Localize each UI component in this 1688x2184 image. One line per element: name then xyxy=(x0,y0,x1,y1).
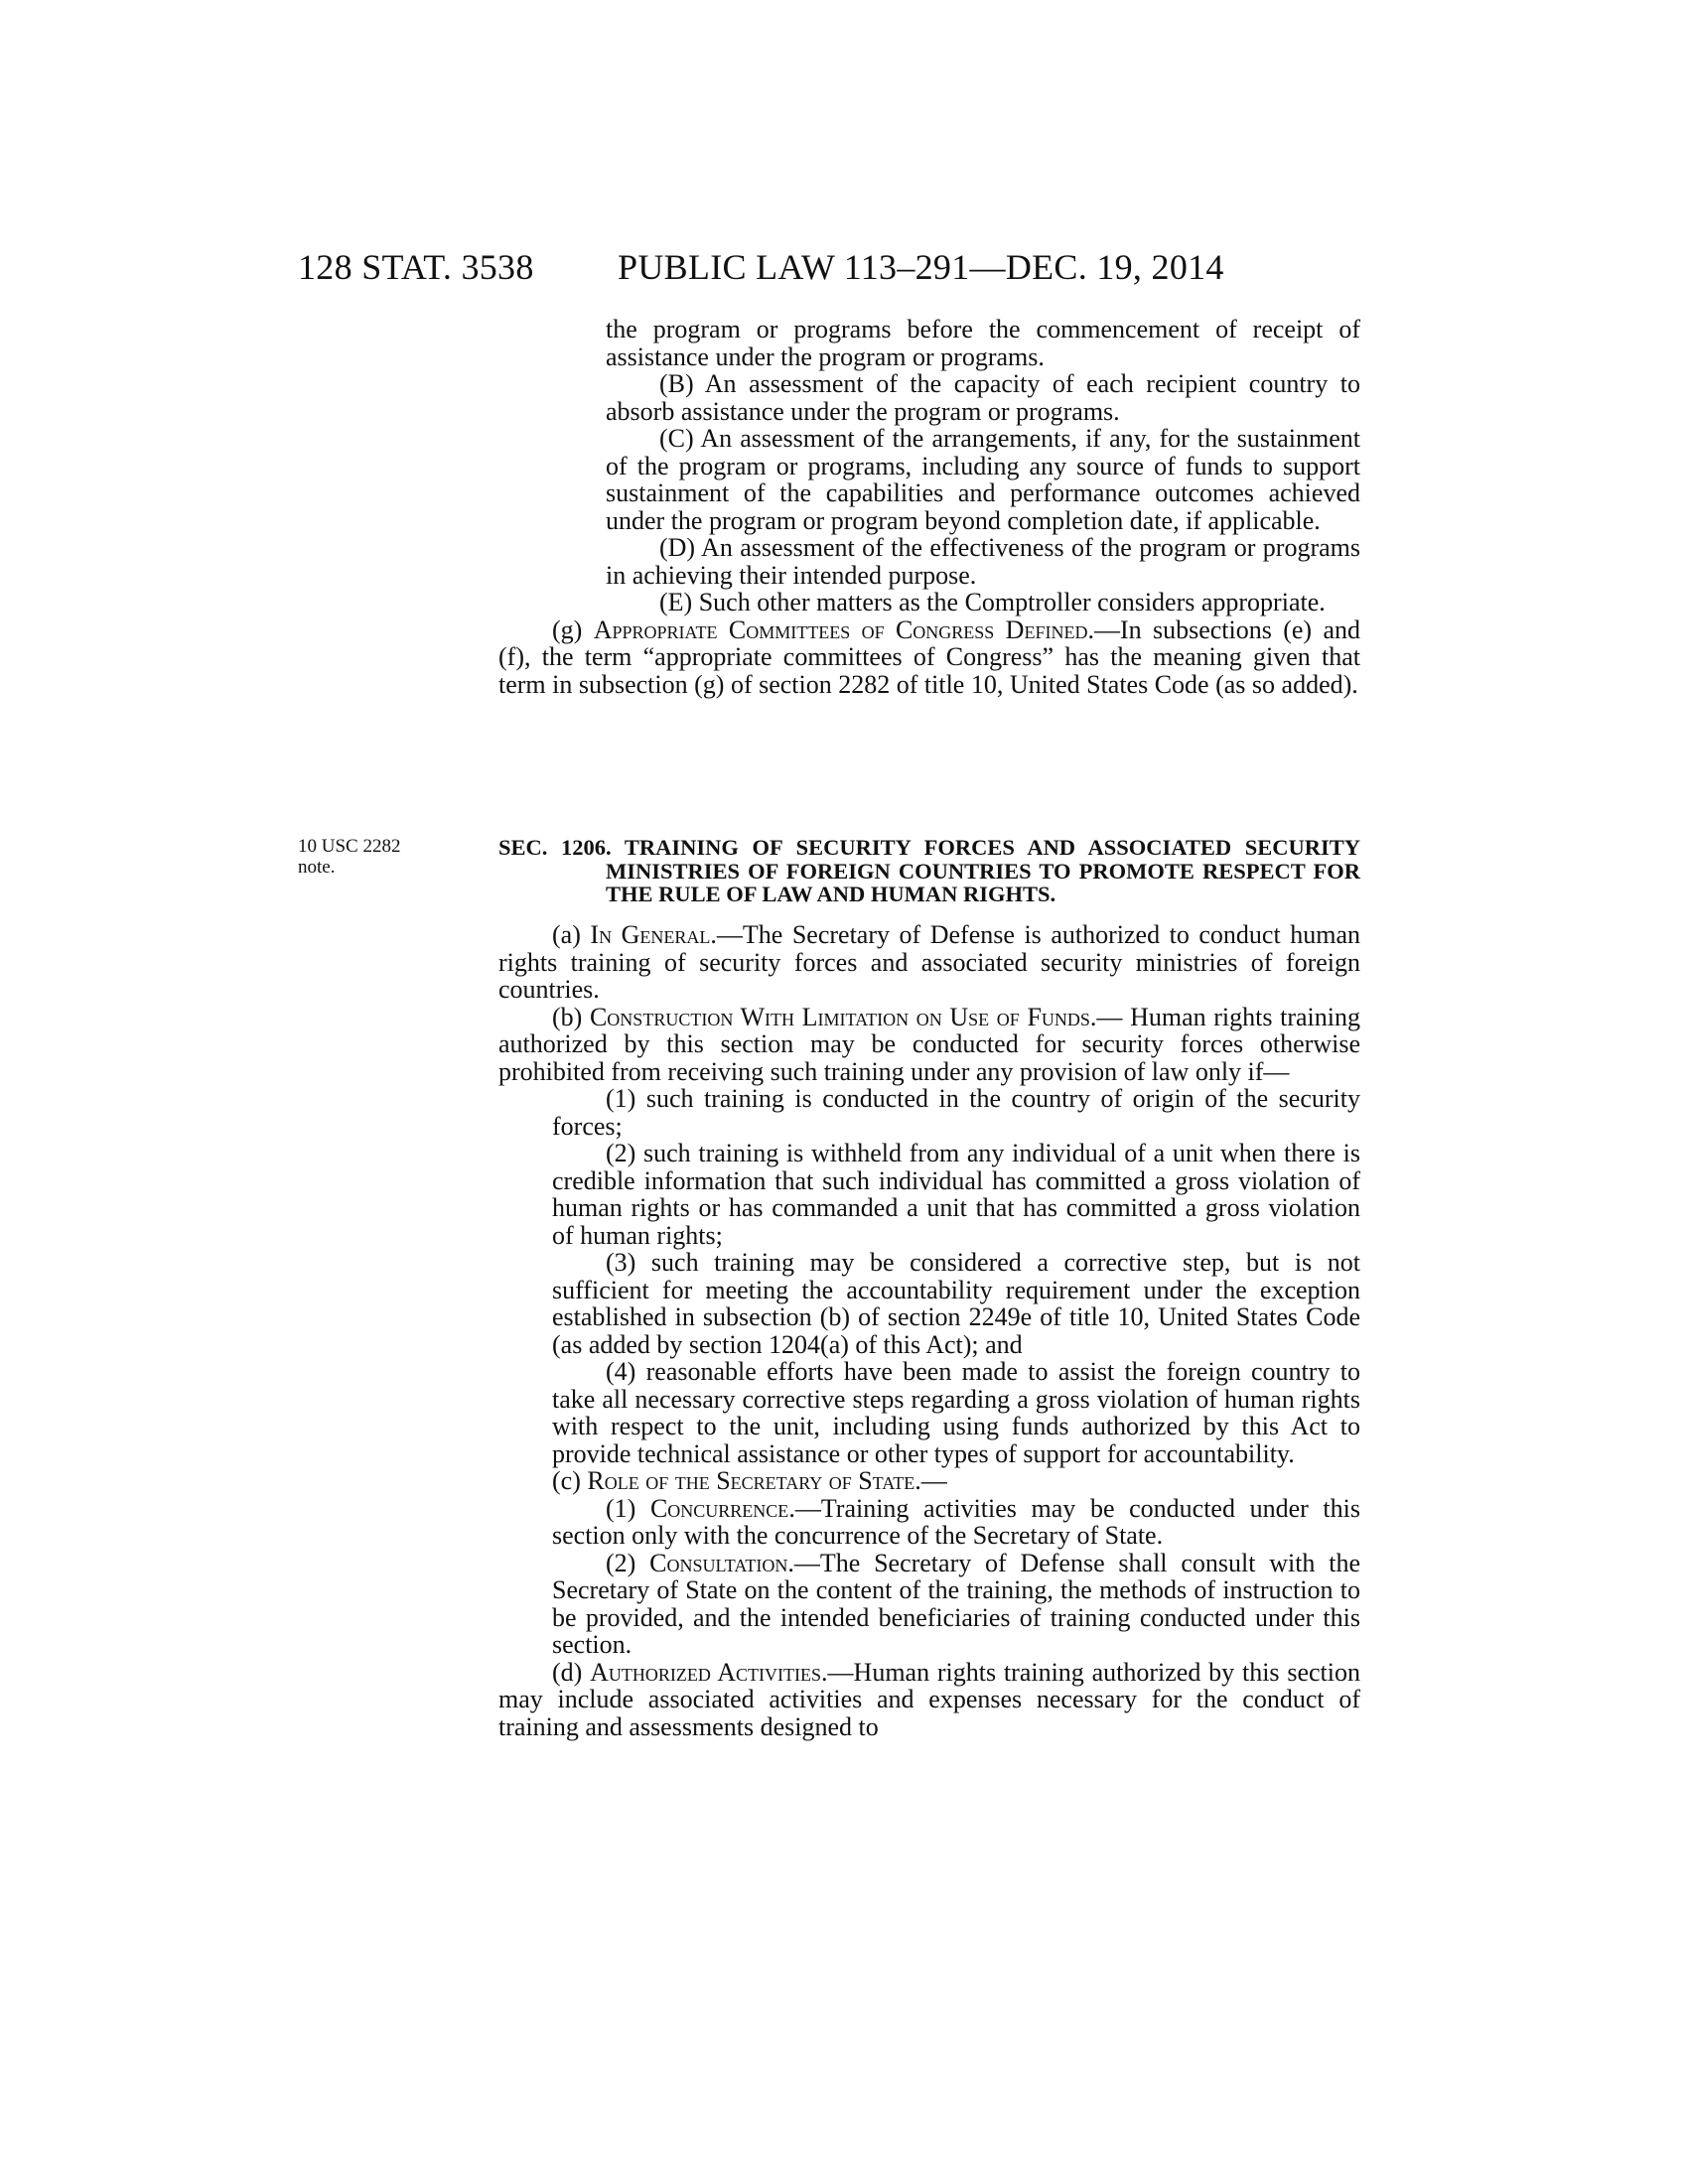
paragraph-b3: (3) such training may be considered a corrective step, but is not sufficient for meeting the accountability requirement under the exception established in subsection (b) of section 2249e of title 10, United States Code (as added by section 1204(a) of this Act); and xyxy=(552,1248,1360,1359)
subsection-a-text: .—The Secretary of Defense is authorized to conduct human rights training of security forces and associated security ministries of foreign countries. xyxy=(498,920,1360,1004)
paragraph-continuation: the program or programs before the commencement of receipt of assistance under the program or programs. xyxy=(606,315,1360,371)
subsection-g-lead: (g) xyxy=(552,614,594,644)
subsection-a-heading: In General xyxy=(590,920,711,949)
section-heading: SEC. 1206. TRAINING OF SECURITY FORCES AND ASSOCIATED SECURITY MINISTRIES OF FOREIGN COUNTRIES TO PROMOTE RESPECT FOR THE RULE OF LAW AND HUMAN RIGHTS. xyxy=(498,835,1360,906)
paragraph-c2 xyxy=(498,1550,1360,1659)
subsection-g-text: .—In subsections (e) and (f), the term “appropriate committees of Congress” has the meaning given that term in subsection (g) of section 2282 of title 10, United States Code (as so added). xyxy=(498,614,1360,699)
paragraph-c2-text: .—The Secretary of Defense shall consult with the Secretary of State on the content of the training, the methods of instruction to be provided, and the intended beneficiaries of training conducted under this section. xyxy=(552,1548,1360,1659)
section-1206 xyxy=(498,836,1360,906)
subsection-d-lead: (d) xyxy=(552,1657,591,1687)
continuation-text xyxy=(498,316,1360,698)
paragraph-D: (D) An assessment of the effectiveness of the program or programs in achieving their intended purpose. xyxy=(606,533,1360,590)
paragraph-c1-text: .—Training activities may be conducted under this section only with the concurrence of the Secretary of State. xyxy=(552,1493,1360,1550)
paragraph-B: (B) An assessment of the capacity of each recipient country to absorb assistance under the program or programs. xyxy=(606,369,1360,426)
section-1206-body xyxy=(498,921,1360,1740)
subsection-d-heading: Authorized Activities xyxy=(590,1657,822,1687)
subsection-a xyxy=(498,921,1360,1004)
paragraph-c1 xyxy=(498,1495,1360,1550)
paragraph-C: (C) An assessment of the arrangements, if any, for the sustainment of the program or programs, including any source of funds to support sustainment of the capabilities and performance outcomes achieved under the program or program beyond completion date, if applicable. xyxy=(606,424,1360,535)
subsection-c-text: .— xyxy=(914,1466,947,1495)
paragraph-c2-heading: Consultation xyxy=(649,1548,788,1577)
page-running-title: PUBLIC LAW 113–291—DEC. 19, 2014 xyxy=(618,247,1224,287)
paragraph-c2-lead: (2) xyxy=(606,1548,650,1577)
subsection-g xyxy=(498,616,1360,699)
paragraph-b1: (1) such training is conducted in the country of origin of the security forces; xyxy=(552,1084,1360,1141)
subsection-c-lead: (c) xyxy=(552,1466,588,1495)
paragraph-E: (E) Such other matters as the Comptroller considers appropriate. xyxy=(659,588,1326,616)
subsection-g-heading: Appropriate Committees of Congress Defined xyxy=(593,614,1088,644)
margin-note: 10 USC 2282 note. xyxy=(298,836,401,878)
subsection-a-lead: (a) xyxy=(552,920,591,949)
subsection-b-text: .— Human rights training authorized by this section may be conducted for security forces otherwise prohibited from receiving such training under any provision of law only if— xyxy=(498,1002,1360,1086)
subsection-d-text: .—Human rights training authorized by this section may include associated activities and expenses necessary for the conduct of training and assessments designed to xyxy=(498,1657,1360,1741)
subsection-b xyxy=(498,1004,1360,1086)
paragraph-c1-lead: (1) xyxy=(606,1493,650,1523)
subsection-c-heading: Role of the Secretary of State xyxy=(587,1466,915,1495)
paragraph-b2: (2) such training is withheld from any individual of a unit when there is credible information that such individual has committed a gross violation of human rights or has commanded a unit that has committed a gross violation of human rights; xyxy=(552,1139,1360,1250)
subsection-d xyxy=(498,1659,1360,1741)
paragraph-c1-heading: Concurrence xyxy=(649,1493,789,1523)
subsection-b-heading: Construction With Limitation on Use of Funds xyxy=(589,1002,1090,1031)
subsection-b-lead: (b) xyxy=(552,1002,590,1031)
subsection-c xyxy=(498,1467,1360,1495)
paragraph-b4: (4) reasonable efforts have been made to assist the foreign country to take all necessary corrective steps regarding a gross violation of human rights with respect to the unit, including using funds authorized by this Act to provide technical assistance or other types of support for accountability. xyxy=(552,1357,1360,1468)
page-stat-citation: 128 STAT. 3538 xyxy=(298,247,534,287)
